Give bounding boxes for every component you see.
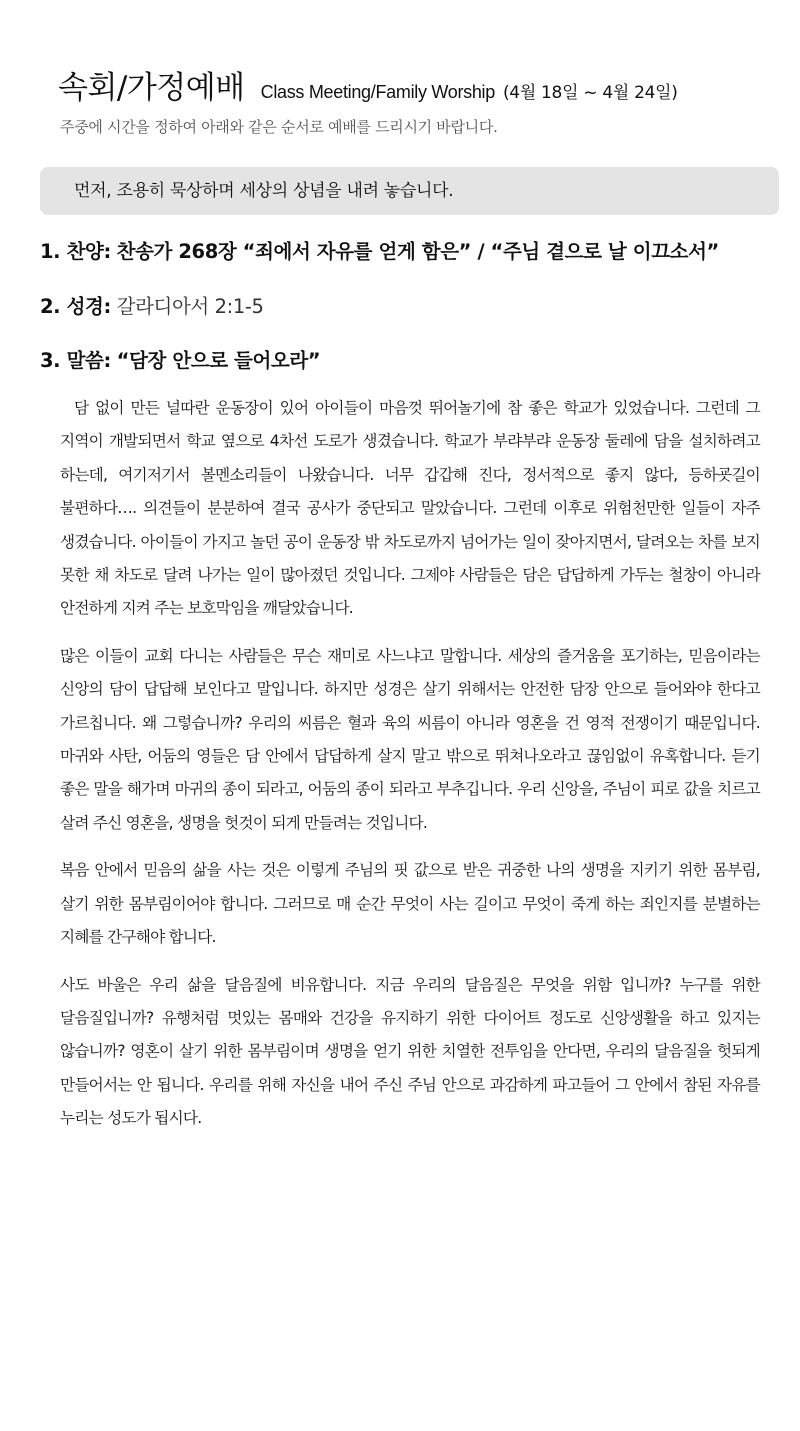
sermon-paragraph: 담 없이 만든 널따란 운동장이 있어 아이들이 마음껏 뛰어놀기에 참 좋은 학교가 있었습니다. 그런데 그 지역이 개발되면서 학교 옆으로 4차선 도로가 생겼습니다. 학교가 부랴부랴 운동장 둘레에 담을 설치하려고 하는데, 여기저기서 볼멘소리들이 나왔습니다. 너무 갑갑해 진다, 정서적으로 좋지 않다, 등하굣길이 불편하다…. 의견들이 분분하여 결국 공사가 중단되고 말았습니다. 그런데 이후로 위험천만한 일들이 자주 생겼습니다. 아이들이 가지고 놀던 공이 운동장 밖 차도로까지 넘어가는 일이 잦아지면서, 달려오는 차를 보지 못한 채 차도로 달려 나가는 일이 많아졌던 것입니다. 그제야 사람들은 담은 답답하게 가두는 철창이 아니라 안전하게 지켜 주는 보호막임을 깨달았습니다. (60, 399, 760, 618)
order-scripture-label: 2. 성경: (40, 295, 111, 318)
order-hymn (40, 236, 719, 264)
order-scripture (40, 291, 263, 319)
meditation-notice: 먼저, 조용히 묵상하며 세상의 상념을 내려 놓습니다. (40, 167, 779, 215)
page-subtitle: 주중에 시간을 정하여 아래와 같은 순서로 예배를 드리시기 바랍니다. (60, 118, 498, 136)
page-title-english: Class Meeting/Family Worship (260, 82, 495, 102)
page-header (58, 62, 778, 107)
date-range: (4월 18일 ~ 4월 24일) (502, 83, 678, 103)
order-scripture-value: 갈라디아서 2:1-5 (116, 295, 264, 318)
sermon-body (60, 392, 760, 1150)
order-sermon (40, 345, 320, 373)
page-title: 속회/가정예배 (58, 70, 245, 106)
sermon-paragraph: 사도 바울은 우리 삶을 달음질에 비유합니다. 지금 우리의 달음질은 무엇을 위함 입니까? 누구를 위한 달음질입니까? 유행처럼 멋있는 몸매와 건강을 유지하기 위한 다이어트 정도로 신앙생활을 하고 있지는 않습니까? 영혼이 살기 위한 몸부림이며 생명을 얻기 위한 치열한 전투임을 안다면, 우리의 달음질을 헛되게 만들어서는 안 됩니다. 우리를 위해 자신을 내어 주신 주님 안으로 과감하게 파고들어 그 안에서 참된 자유를 누리는 성도가 됩시다. (60, 975, 760, 1128)
sermon-paragraph: 많은 이들이 교회 다니는 사람들은 무슨 재미로 사느냐고 말합니다. 세상의 즐거움을 포기하는, 믿음이라는 신앙의 담이 답답해 보인다고 말입니다. 하지만 성경은 살기 위해서는 안전한 담장 안으로 들어와야 한다고 가르칩니다. 왜 그렇습니까? 우리의 씨름은 혈과 육의 씨름이 아니라 영혼을 건 영적 전쟁이기 때문입니다. 마귀와 사탄, 어둠의 영들은 담 안에서 답답하게 살지 말고 밖으로 뛰쳐나오라고 끊임없이 유혹합니다. 듣기 좋은 말을 해가며 마귀의 종이 되라고, 어둠의 종이 되라고 부추깁니다. 우리 신앙을, 주님이 피로 값을 치르고 살려 주신 영혼을, 생명을 헛것이 되게 만들려는 것입니다. (60, 646, 760, 832)
order-sermon-title: “담장 안으로 들어오라” (116, 349, 321, 372)
sermon-paragraph: 복음 안에서 믿음의 삶을 사는 것은 이렇게 주님의 핏 값으로 받은 귀중한 나의 생명을 지키기 위한 몸부림, 살기 위한 몸부림이어야 합니다. 그러므로 매 순간 무엇이 사는 길이고 무엇이 죽게 하는 죄인지를 분별하는 지혜를 간구해야 합니다. (60, 861, 760, 947)
order-hymn-label: 1. 찬양: (40, 240, 111, 263)
order-sermon-label: 3. 말씀: (40, 349, 111, 372)
order-hymn-value: 찬송가 268장 “죄에서 자유를 얻게 함은” / “주님 곁으로 날 이끄소서” (116, 240, 719, 263)
